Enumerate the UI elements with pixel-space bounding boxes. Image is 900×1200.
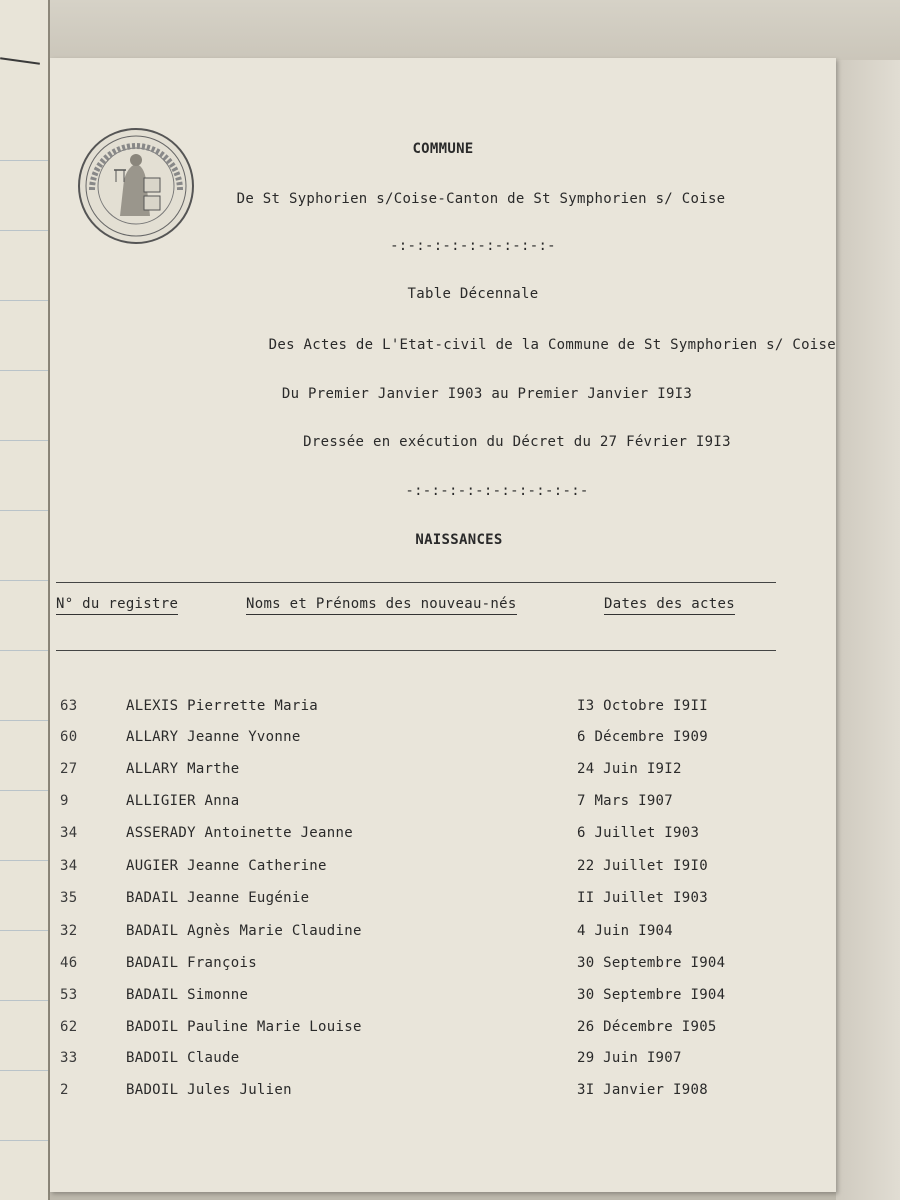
person-name: ALEXIS Pierrette Maria xyxy=(126,698,319,714)
table-row xyxy=(50,1019,836,1043)
decree-line: Dressée en exécution du Décret du 27 Février I9I3 xyxy=(303,434,731,450)
person-name: BADOIL Claude xyxy=(126,1050,240,1066)
page-stack-edge xyxy=(836,60,900,1200)
registry-number: 32 xyxy=(60,923,78,939)
section-heading: NAISSANCES xyxy=(415,532,503,548)
act-date: 7 Mars I907 xyxy=(577,793,674,809)
act-date: 6 Décembre I909 xyxy=(577,729,708,745)
person-name: AUGIER Jeanne Catherine xyxy=(126,858,327,874)
column-header-dates: Dates des actes xyxy=(604,596,735,615)
table-row xyxy=(50,955,836,979)
subtitle: Des Actes de L'Etat-civil de la Commune de St Symphorien s/ Coise xyxy=(268,337,836,353)
act-date: 24 Juin I9I2 xyxy=(577,761,682,777)
table-title: Table Décennale xyxy=(407,286,539,302)
commune-line: De St Syphorien s/Coise-Canton de St Symphorien s/ Coise xyxy=(236,191,726,207)
table-row xyxy=(50,825,836,849)
table-row xyxy=(50,729,836,753)
act-date: 29 Juin I907 xyxy=(577,1050,682,1066)
table-row xyxy=(50,698,836,722)
person-name: BADAIL Agnès Marie Claudine xyxy=(126,923,362,939)
person-name: ASSERADY Antoinette Jeanne xyxy=(126,825,353,841)
underlying-page xyxy=(0,0,50,1200)
table-row xyxy=(50,1050,836,1074)
period-line: Du Premier Janvier I903 au Premier Janvier I9I3 xyxy=(281,386,693,402)
table-row xyxy=(50,858,836,882)
act-date: 26 Décembre I905 xyxy=(577,1019,717,1035)
registry-number: 35 xyxy=(60,890,78,906)
registry-number: 27 xyxy=(60,761,78,777)
act-date: 30 Septembre I904 xyxy=(577,955,726,971)
act-date: 30 Septembre I904 xyxy=(577,987,726,1003)
header-rule-top xyxy=(56,582,776,583)
header-rule-bottom xyxy=(56,650,776,651)
table-row xyxy=(50,761,836,785)
act-date: II Juillet I903 xyxy=(577,890,708,906)
registry-number: 63 xyxy=(60,698,78,714)
table-row xyxy=(50,793,836,817)
separator-top: -:-:-:-:-:-:-:-:-:- xyxy=(390,238,556,254)
separator-bottom: -:-:-:-:-:-:-:-:-:-:- xyxy=(405,483,589,499)
column-header-registry: N° du registre xyxy=(56,596,178,615)
table-row xyxy=(50,923,836,947)
registry-number: 60 xyxy=(60,729,78,745)
act-date: 6 Juillet I903 xyxy=(577,825,700,841)
registry-number: 46 xyxy=(60,955,78,971)
table-row xyxy=(50,890,836,914)
person-name: ALLARY Marthe xyxy=(126,761,240,777)
registry-number: 2 xyxy=(60,1082,69,1098)
registry-number: 34 xyxy=(60,825,78,841)
underlying-page-rule xyxy=(0,57,40,65)
person-name: BADAIL Simonne xyxy=(126,987,249,1003)
person-name: BADAIL François xyxy=(126,955,257,971)
person-name: BADOIL Pauline Marie Louise xyxy=(126,1019,362,1035)
person-name: BADAIL Jeanne Eugénie xyxy=(126,890,310,906)
table-row xyxy=(50,1082,836,1106)
registry-number: 33 xyxy=(60,1050,78,1066)
act-date: 3I Janvier I908 xyxy=(577,1082,708,1098)
registry-number: 34 xyxy=(60,858,78,874)
table-row xyxy=(50,987,836,1011)
act-date: 4 Juin I904 xyxy=(577,923,674,939)
registry-number: 53 xyxy=(60,987,78,1003)
commune-heading: COMMUNE xyxy=(412,141,474,157)
registry-number: 62 xyxy=(60,1019,78,1035)
person-name: ALLIGIER Anna xyxy=(126,793,240,809)
person-name: BADOIL Jules Julien xyxy=(126,1082,292,1098)
document-page xyxy=(50,58,836,1192)
person-name: ALLARY Jeanne Yvonne xyxy=(126,729,301,745)
registry-number: 9 xyxy=(60,793,69,809)
column-header-names: Noms et Prénoms des nouveau-nés xyxy=(246,596,517,615)
act-date: 22 Juillet I9I0 xyxy=(577,858,708,874)
act-date: I3 Octobre I9II xyxy=(577,698,708,714)
